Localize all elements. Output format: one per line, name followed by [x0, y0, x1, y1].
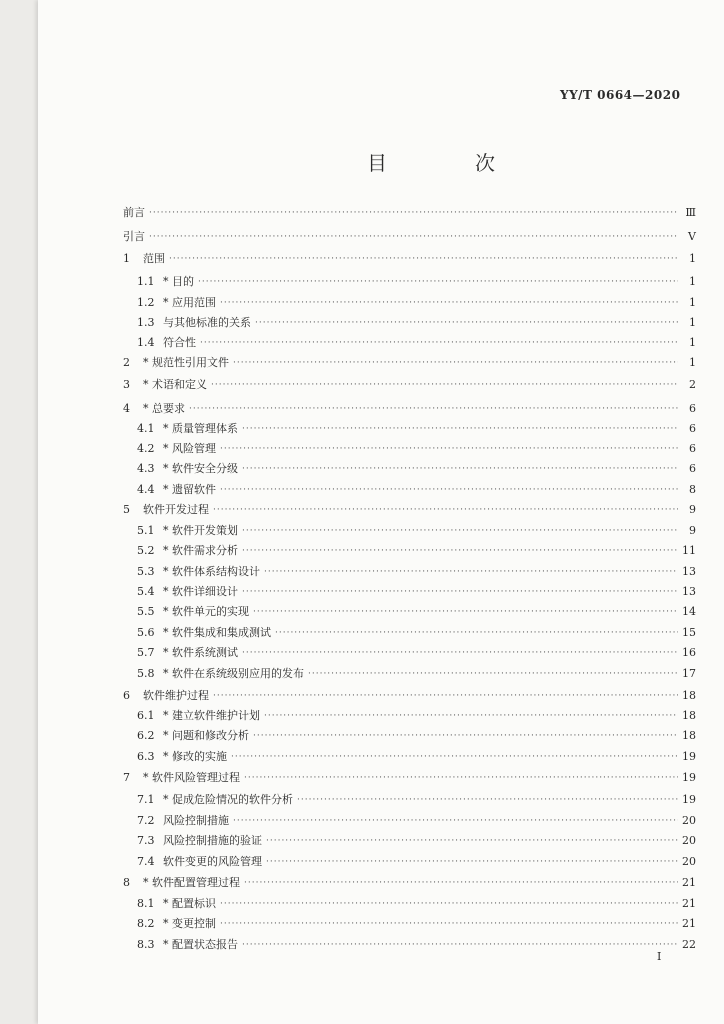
toc-entry-page: 15	[682, 626, 696, 639]
toc-leader-dots	[169, 252, 678, 266]
toc-leader-dots	[211, 378, 678, 392]
toc-leader-dots	[189, 402, 678, 416]
toc-entry-label: * 术语和定义	[143, 378, 207, 391]
toc-entry-label: * 配置状态报告	[163, 938, 238, 951]
toc-entry-page: 9	[689, 503, 696, 516]
toc-entry-number: 6.3	[137, 750, 155, 763]
toc-leader-dots	[242, 938, 678, 952]
toc-entry-number: 4	[123, 402, 130, 415]
toc-leader-dots	[297, 793, 678, 807]
toc-entry-number: 7.4	[137, 855, 155, 868]
toc-entry-number: 6	[123, 689, 130, 702]
toc-entry-page: 9	[689, 524, 696, 537]
toc-entry	[123, 334, 696, 350]
toc-entry-label: * 软件系统测试	[163, 646, 238, 659]
toc-entry	[123, 481, 696, 497]
toc-leader-dots	[220, 917, 678, 931]
toc-entry-page: 1	[689, 252, 696, 265]
document-page	[38, 0, 724, 1024]
toc-entry	[123, 603, 696, 619]
toc-entry-page: 17	[682, 667, 696, 680]
toc-entry-page: 21	[682, 876, 696, 889]
toc-entry	[123, 250, 696, 266]
toc-entry-page: 16	[682, 646, 696, 659]
toc-entry-number: 4.1	[137, 422, 155, 435]
toc-entry-number: 1.4	[137, 336, 155, 349]
toc-entry-label: 风险控制措施	[163, 814, 229, 827]
toc-entry-label: * 软件在系统级别应用的发布	[163, 667, 304, 680]
toc-entry-number: 1.2	[137, 296, 155, 309]
toc-entry-label: * 建立软件维护计划	[163, 709, 260, 722]
toc-entry	[123, 727, 696, 743]
toc-entry	[123, 522, 696, 538]
toc-entry	[123, 812, 696, 828]
toc-entry	[123, 832, 696, 848]
toc-entry-number: 6.2	[137, 729, 155, 742]
toc-entry-page: 19	[682, 750, 696, 763]
toc-leader-dots	[220, 442, 678, 456]
toc-leader-dots	[200, 336, 678, 350]
toc-entry-number: 1.3	[137, 316, 155, 329]
toc-entry-page: 6	[689, 402, 696, 415]
toc-entry-label: * 软件需求分析	[163, 544, 238, 557]
toc-entry	[123, 420, 696, 436]
toc-entry-page: Ⅴ	[688, 230, 696, 243]
toc-entry-number: 5.7	[137, 646, 155, 659]
toc-entry	[123, 273, 696, 289]
toc-entry-label: * 风险管理	[163, 442, 216, 455]
toc-entry-number: 5.1	[137, 524, 155, 537]
toc-entry-page: 6	[689, 462, 696, 475]
toc-entry-number: 5.2	[137, 544, 155, 557]
toc-leader-dots	[220, 296, 678, 310]
toc-entry-page: 11	[682, 544, 696, 557]
toc-leader-dots	[220, 483, 678, 497]
toc-entry-label: 引言	[123, 230, 145, 243]
toc-leader-dots	[231, 750, 678, 764]
toc-entry-page: Ⅲ	[685, 206, 696, 219]
toc-entry	[123, 687, 696, 703]
toc-entry-label: * 软件安全分级	[163, 462, 238, 475]
toc-leader-dots	[198, 275, 678, 289]
toc-entry-page: 21	[682, 897, 696, 910]
toc-entry-page: 18	[682, 709, 696, 722]
toc-entry-page: 22	[682, 938, 696, 951]
toc-entry-number: 3	[123, 378, 130, 391]
toc-entry-number: 1	[123, 252, 130, 265]
toc-entry-page: 20	[682, 834, 696, 847]
toc-entry-number: 5.6	[137, 626, 155, 639]
toc-entry-page: 1	[689, 356, 696, 369]
toc-entry-number: 7.2	[137, 814, 155, 827]
toc-entry-number: 4.4	[137, 483, 155, 496]
toc-entry-number: 5.3	[137, 565, 155, 578]
toc-entry-page: 14	[682, 605, 696, 618]
toc-leader-dots	[242, 585, 678, 599]
toc-leader-dots	[264, 709, 678, 723]
toc-entry	[123, 665, 696, 681]
toc-entry-page: 1	[689, 316, 696, 329]
toc-entry	[123, 440, 696, 456]
toc-entry	[123, 874, 696, 890]
toc-entry-label: * 促成危险情况的软件分析	[163, 793, 293, 806]
toc-entry-number: 4.3	[137, 462, 155, 475]
toc-entry-label: * 修改的实施	[163, 750, 227, 763]
toc-entry-number: 1.1	[137, 275, 155, 288]
toc-entry-page: 8	[689, 483, 696, 496]
toc-leader-dots	[266, 855, 678, 869]
toc-leader-dots	[213, 689, 678, 703]
toc-entry-label: * 软件单元的实现	[163, 605, 249, 618]
toc-entry-label: 风险控制措施的验证	[163, 834, 262, 847]
standard-code: YY/T 0664—2020	[560, 88, 681, 102]
toc-entry	[123, 707, 696, 723]
toc-entry-page: 6	[689, 442, 696, 455]
toc-entry	[123, 501, 696, 517]
toc-entry	[123, 563, 696, 579]
toc-entry	[123, 748, 696, 764]
toc-leader-dots	[242, 646, 678, 660]
toc-entry-label: * 变更控制	[163, 917, 216, 930]
toc-entry-label: * 质量管理体系	[163, 422, 238, 435]
toc-entry-number: 6.1	[137, 709, 155, 722]
toc-entry-label: * 配置标识	[163, 897, 216, 910]
toc-entry-label: 与其他标准的关系	[163, 316, 251, 329]
toc-entry	[123, 624, 696, 640]
toc-leader-dots	[220, 897, 678, 911]
toc-entry	[123, 936, 696, 952]
toc-entry-label: 前言	[123, 206, 145, 219]
toc-entry-page: 13	[682, 565, 696, 578]
toc-entry-number: 8.1	[137, 897, 155, 910]
toc-entry	[123, 769, 696, 785]
toc-entry-number: 5.8	[137, 667, 155, 680]
toc-entry-label: * 目的	[163, 275, 194, 288]
toc-leader-dots	[242, 544, 678, 558]
toc-entry-number: 5.5	[137, 605, 155, 618]
toc-leader-dots	[149, 206, 678, 220]
toc-leader-dots	[213, 503, 678, 517]
toc-leader-dots	[308, 667, 678, 681]
toc-entry	[123, 915, 696, 931]
toc-entry-label: 范围	[143, 252, 165, 265]
toc-leader-dots	[264, 565, 678, 579]
toc-entry-label: * 软件风险管理过程	[143, 771, 240, 784]
toc-entry	[123, 542, 696, 558]
toc-entry-number: 5	[123, 503, 130, 516]
toc-entry-label: * 软件体系结构设计	[163, 565, 260, 578]
toc-entry-page: 13	[682, 585, 696, 598]
toc-entry	[123, 460, 696, 476]
toc-entry	[123, 400, 696, 416]
toc-entry	[123, 583, 696, 599]
toc-leader-dots	[149, 230, 678, 244]
toc-entry-label: * 问题和修改分析	[163, 729, 249, 742]
toc-entry	[123, 644, 696, 660]
toc-leader-dots	[266, 834, 678, 848]
toc-leader-dots	[244, 876, 678, 890]
toc-entry	[123, 376, 696, 392]
toc-leader-dots	[253, 605, 678, 619]
toc-leader-dots	[253, 729, 678, 743]
page-number: I	[657, 950, 662, 963]
toc-entry-page: 6	[689, 422, 696, 435]
toc-entry-label: * 总要求	[143, 402, 185, 415]
toc-entry-label: * 遗留软件	[163, 483, 216, 496]
toc-entry-number: 7	[123, 771, 130, 784]
toc-entry	[123, 294, 696, 310]
toc-entry-number: 7.3	[137, 834, 155, 847]
toc-entry	[123, 354, 696, 370]
toc-entry-page: 2	[689, 378, 696, 391]
toc-entry-page: 18	[682, 729, 696, 742]
toc-entry-label: * 软件集成和集成测试	[163, 626, 271, 639]
toc-entry-number: 8.3	[137, 938, 155, 951]
toc-entry-page: 1	[689, 275, 696, 288]
toc-entry-label: 软件开发过程	[143, 503, 209, 516]
toc-entry	[123, 314, 696, 330]
toc-leader-dots	[242, 422, 678, 436]
toc-leader-dots	[275, 626, 678, 640]
toc-entry	[123, 853, 696, 869]
toc-leader-dots	[242, 524, 678, 538]
toc-entry-page: 19	[682, 793, 696, 806]
toc-entry-page: 20	[682, 814, 696, 827]
toc-leader-dots	[233, 814, 678, 828]
toc-entry-page: 20	[682, 855, 696, 868]
toc-entry-page: 1	[689, 296, 696, 309]
toc-entry-number: 8	[123, 876, 130, 889]
toc-leader-dots	[244, 771, 678, 785]
toc-entry-label: * 软件配置管理过程	[143, 876, 240, 889]
toc-leader-dots	[242, 462, 678, 476]
toc-entry-number: 7.1	[137, 793, 155, 806]
toc-entry	[123, 791, 696, 807]
toc-entry-label: 软件变更的风险管理	[163, 855, 262, 868]
toc-entry-number: 4.2	[137, 442, 155, 455]
toc-entry	[123, 895, 696, 911]
toc-entry-page: 1	[689, 336, 696, 349]
toc-entry-page: 19	[682, 771, 696, 784]
toc-entry-label: * 软件详细设计	[163, 585, 238, 598]
toc-entry-number: 2	[123, 356, 130, 369]
page-title: 目 次	[367, 151, 529, 175]
toc-entry-label: * 应用范围	[163, 296, 216, 309]
toc-entry-label: * 规范性引用文件	[143, 356, 229, 369]
toc-entry-page: 21	[682, 917, 696, 930]
toc-entry-number: 5.4	[137, 585, 155, 598]
toc-entry	[123, 228, 696, 244]
toc-entry-page: 18	[682, 689, 696, 702]
toc-entry-label: 符合性	[163, 336, 196, 349]
toc-leader-dots	[233, 356, 678, 370]
toc-entry-label: 软件维护过程	[143, 689, 209, 702]
toc-entry-label: * 软件开发策划	[163, 524, 238, 537]
toc-leader-dots	[255, 316, 678, 330]
toc-entry-number: 8.2	[137, 917, 155, 930]
toc-entry	[123, 204, 696, 220]
